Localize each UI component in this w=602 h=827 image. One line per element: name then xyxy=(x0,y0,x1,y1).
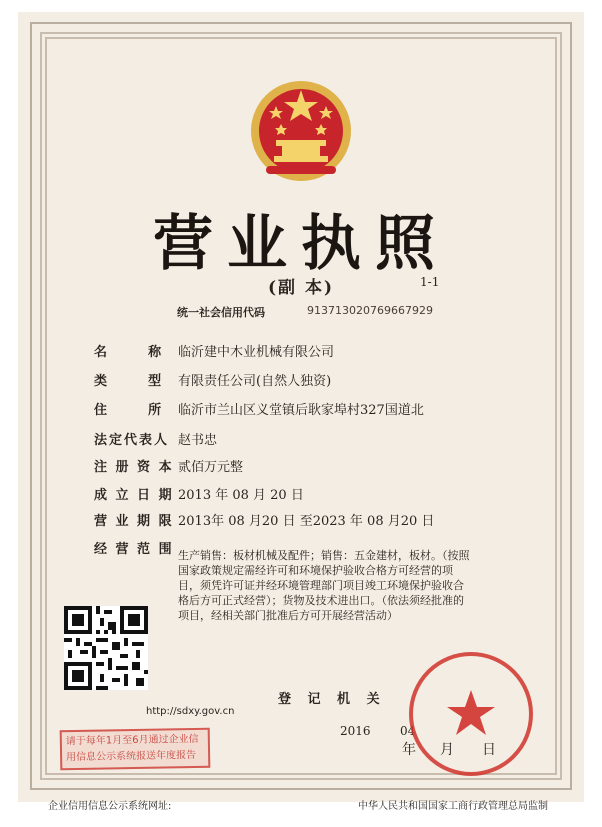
date-day-char: 日 xyxy=(482,742,496,758)
field-legal-rep-value: 赵书忠 xyxy=(178,433,218,448)
page-number: 1-1 xyxy=(420,275,440,289)
registrar-label: 登 记 机 关 xyxy=(278,692,386,707)
field-address-label: 住 所 xyxy=(94,403,164,418)
date-year-char: 年 xyxy=(402,742,416,758)
field-term-value: 2013年 08 月20 日 至2023 年 08 月20 日 xyxy=(178,514,435,529)
field-established-label: 成 立 日 期 xyxy=(94,488,174,503)
field-legal-rep-label: 法定代表人 xyxy=(94,433,170,448)
field-type-value: 有限责任公司(自然人独资) xyxy=(178,374,332,389)
qr-url[interactable]: http://sdxy.gov.cn xyxy=(146,706,235,717)
credit-code-label: 统一社会信用代码 xyxy=(177,306,265,319)
date-year: 2016 xyxy=(340,724,371,738)
date-month-char: 月 xyxy=(440,742,454,758)
qr-code-icon[interactable] xyxy=(64,606,148,690)
field-type-label: 类 型 xyxy=(94,374,164,389)
field-term-label: 营 业 期 限 xyxy=(94,514,174,529)
field-capital-value: 贰佰万元整 xyxy=(178,460,244,475)
official-seal-icon xyxy=(407,650,535,778)
copy-subtitle: (副 本) xyxy=(267,278,334,298)
footer-issuer: 中华人民共和国国家工商行政管理总局监制 xyxy=(358,801,548,812)
field-scope-value: 生产销售：板材机械及配件；销售：五金建材，板材。（按照国家政策规定需经许可和环境保护验收合格方可经营的项目，须凭许可证并经环境管理部门项目竣工环境保护验收合格后方可正式经营）；货物及技术进出口。（依法须经批准的项目，经相关部门批准后方可开展经营活动） xyxy=(178,549,470,622)
field-name-value: 临沂建中木业机械有限公司 xyxy=(178,345,335,360)
field-scope-label: 经 营 范 围 xyxy=(94,542,174,557)
annual-report-stamp: 请于每年1月至6月通过企业信用信息公示系统报送年度报告 xyxy=(60,728,211,771)
field-established-value: 2013 年 08 月 20 日 xyxy=(178,488,304,503)
footer-website-label: 企业信用信息公示系统网址: xyxy=(48,801,172,812)
field-address-value: 临沂市兰山区义堂镇后耿家埠村327国道北 xyxy=(178,403,424,418)
national-emblem-icon xyxy=(246,76,356,186)
page-title: 营业执照 xyxy=(153,209,449,279)
field-capital-label: 注 册 资 本 xyxy=(94,460,174,475)
field-name-label: 名 称 xyxy=(94,345,164,360)
credit-code-value: 913713020769667929 xyxy=(307,304,433,317)
date-month: 04 xyxy=(400,724,416,738)
